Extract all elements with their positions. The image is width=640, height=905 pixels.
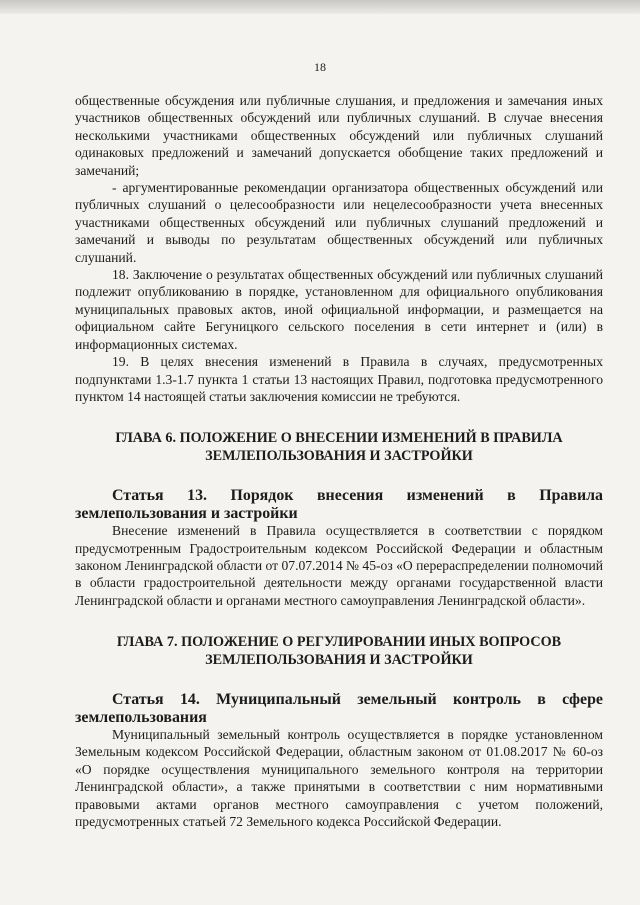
paragraph-article-13-text: Внесение изменений в Правила осуществляется в соответствии с порядком предусмотренным Градостроительным кодексом Российской Федерации и областным законом Ленинградской области от 07.07.2014 № 45-оз «О перераспределении полномочий в области градостроительной деятельности между органами государственной власти Ленинградской области и органами местного самоуправления Ленинградской области». bbox=[75, 523, 603, 608]
paragraph-item-19: 19. В целях внесения изменений в Правила в случаях, предусмотренных подпунктами 1.3-1.7 пункта 1 статьи 13 настоящих Правил, подготовка предусмотренного пунктом 14 настоящей статьи заключения комиссии не требуются. bbox=[75, 354, 603, 404]
document-body bbox=[75, 92, 603, 830]
paragraph-article-14-text: Муниципальный земельный контроль осуществляется в порядке установленном Земельным кодексом Российской Федерации, областным законом от 01.08.2017 № 60-оз «О порядке осуществления муниципального земельного контроля на территории Ленинградской области», а также принятыми в соответствии с ним нормативными правовыми актами органов местного самоуправления с учетом положений, предусмотренных статьей 72 Земельного кодекса Российской Федерации. bbox=[75, 726, 603, 829]
article-13-heading: Статья 13. Порядок внесения изменений в Правила землепользования и застройки bbox=[75, 487, 603, 522]
chapter-6-heading: ГЛАВА 6. ПОЛОЖЕНИЕ О ВНЕСЕНИИ ИЗМЕНЕНИЙ В ПРАВИЛА ЗЕМЛЕПОЛЬЗОВАНИЯ И ЗАСТРОЙКИ bbox=[115, 430, 563, 465]
paragraph-item-18: 18. Заключение о результатах общественных обсуждений или публичных слушаний подлежит опубликованию в порядке, установленном для официального опубликования муниципальных правовых актов, иной официальной информации, и размещается на официальном сайте Бегуницкого сельского поселения в сети интернет и (или) в информационных системах. bbox=[75, 267, 603, 352]
paragraph-organizer-recommendations: - аргументированные рекомендации организатора общественных обсуждений или публичных слушаний о целесообразности или нецелесообразности учета внесенных участниками общественных обсуждений или публичных слушаний предложений и замечаний и выводы по результатам общественных обсуждений или публичных слушаний. bbox=[75, 180, 603, 265]
article-14-heading: Статья 14. Муниципальный земельный контроль в сфере землепользования bbox=[75, 691, 603, 726]
scan-edge-shadow bbox=[0, 0, 640, 14]
paragraph-public-hearings-proposals: общественные обсуждения или публичные слушания, и предложения и замечания иных участников общественных обсуждений или публичных слушаний. В случае внесения несколькими участниками общественных обсуждений или публичных слушаний одинаковых предложений и замечаний допускается обобщение таких предложений и замечаний; bbox=[75, 93, 603, 178]
chapter-7-heading: ГЛАВА 7. ПОЛОЖЕНИЕ О РЕГУЛИРОВАНИИ ИНЫХ ВОПРОСОВ ЗЕМЛЕПОЛЬЗОВАНИЯ И ЗАСТРОЙКИ bbox=[116, 634, 562, 669]
page-number: 18 bbox=[314, 60, 326, 74]
